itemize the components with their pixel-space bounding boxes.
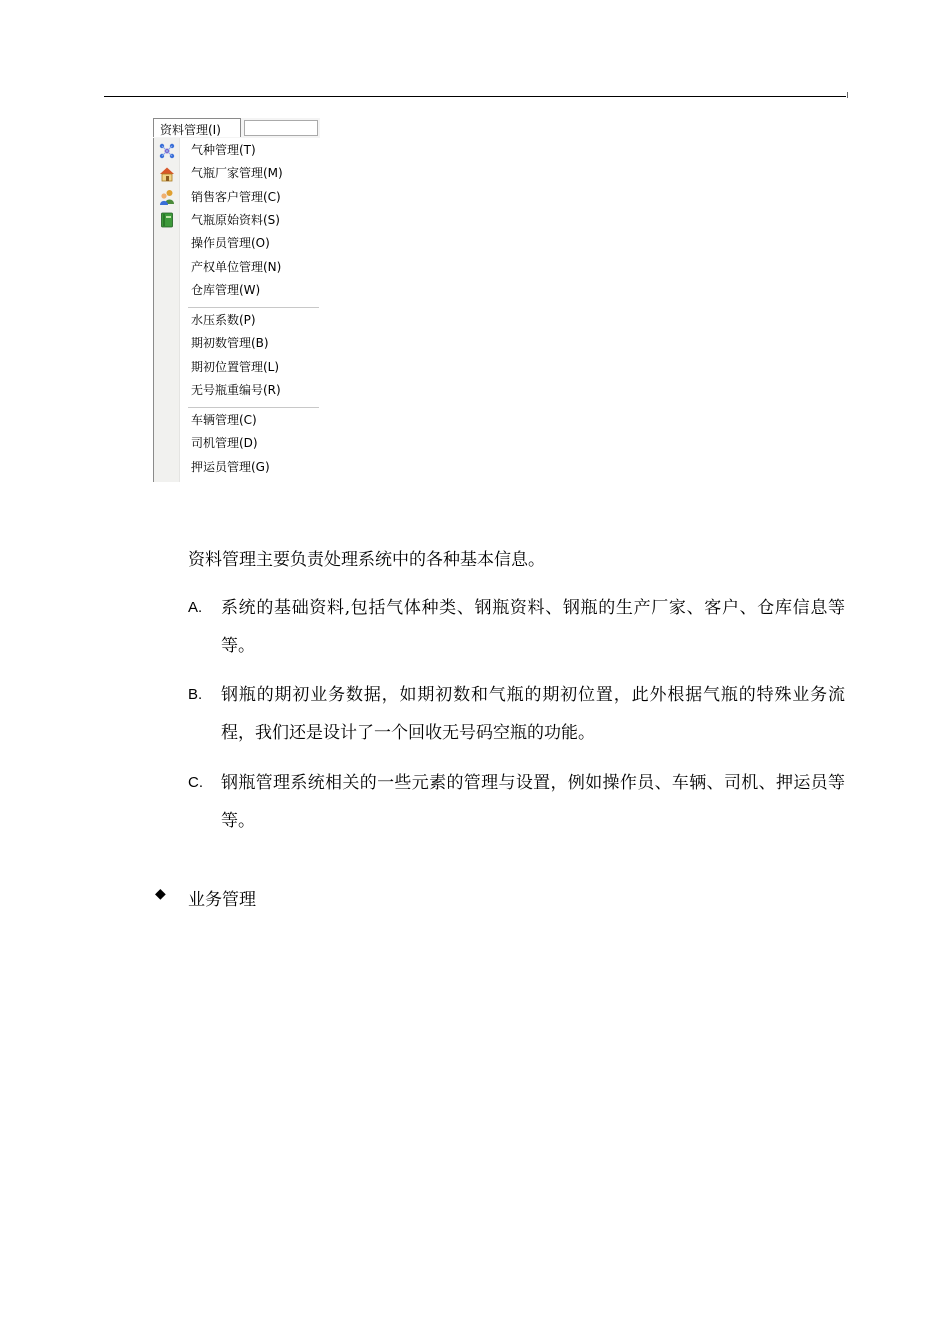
menu-item-cylinder-records[interactable]: 气瓶原始资料(S) [191, 213, 280, 227]
cylinder-records-book-icon [159, 212, 175, 228]
list-item-text: 钢瓶的期初业务数据，如期初数和气瓶的期初位置，此外根据气瓶的特殊业务流程，我们还是设计了一个回收无号码空瓶的功能。 [221, 685, 845, 743]
menu-bar-field [244, 120, 318, 136]
intro-paragraph: 资料管理主要负责处理系统中的各种基本信息。 [188, 550, 545, 570]
list-item-text: 钢瓶管理系统相关的一些元素的管理与设置，例如操作员、车辆、司机、押运员等等。 [221, 773, 845, 831]
menu-tab-data-management[interactable]: 资料管理(I) [153, 118, 241, 137]
list-item-label: A. [188, 599, 203, 616]
data-management-menu [153, 118, 320, 482]
menu-item-warehouses[interactable]: 仓库管理(W) [191, 283, 261, 297]
list-item-text: 系统的基础资料,包括气体种类、钢瓶资料、钢瓶的生产厂家、客户、仓库信息等等。 [221, 598, 845, 656]
menu-item-owner-units[interactable]: 产权单位管理(N) [191, 260, 282, 274]
menu-item-manufacturers[interactable]: 气瓶厂家管理(M) [191, 166, 283, 180]
header-rule-end-mark [847, 92, 848, 98]
dropdown-menu [153, 138, 321, 482]
list-item-label: B. [188, 686, 203, 703]
menu-separator [188, 307, 319, 309]
menu-item-drivers[interactable]: 司机管理(D) [191, 436, 258, 450]
menu-separator [188, 407, 319, 409]
menu-item-escorts[interactable]: 押运员管理(G) [191, 460, 270, 474]
menu-item-customers[interactable]: 销售客户管理(C) [191, 190, 281, 204]
menu-item-opening-balance[interactable]: 期初数管理(B) [191, 336, 269, 350]
menu-item-operators[interactable]: 操作员管理(O) [191, 236, 270, 250]
list-item-label: C. [188, 774, 203, 791]
menu-item-opening-location[interactable]: 期初位置管理(L) [191, 360, 280, 374]
customers-icon [159, 189, 175, 205]
section-heading: 业务管理 [188, 890, 256, 910]
menu-item-renumber-unnumbered[interactable]: 无号瓶重编号(R) [191, 383, 281, 397]
gas-types-icon [159, 143, 175, 159]
header-rule [104, 96, 846, 97]
section-bullet-icon: ◆ [155, 886, 166, 902]
menu-bar [153, 118, 320, 139]
menu-item-gas-types[interactable]: 气种管理(T) [191, 143, 256, 157]
menu-item-vehicles[interactable]: 车辆管理(C) [191, 413, 257, 427]
manufacturer-home-icon [159, 166, 175, 182]
menu-item-hydro-coefficient[interactable]: 水压系数(P) [191, 313, 256, 327]
